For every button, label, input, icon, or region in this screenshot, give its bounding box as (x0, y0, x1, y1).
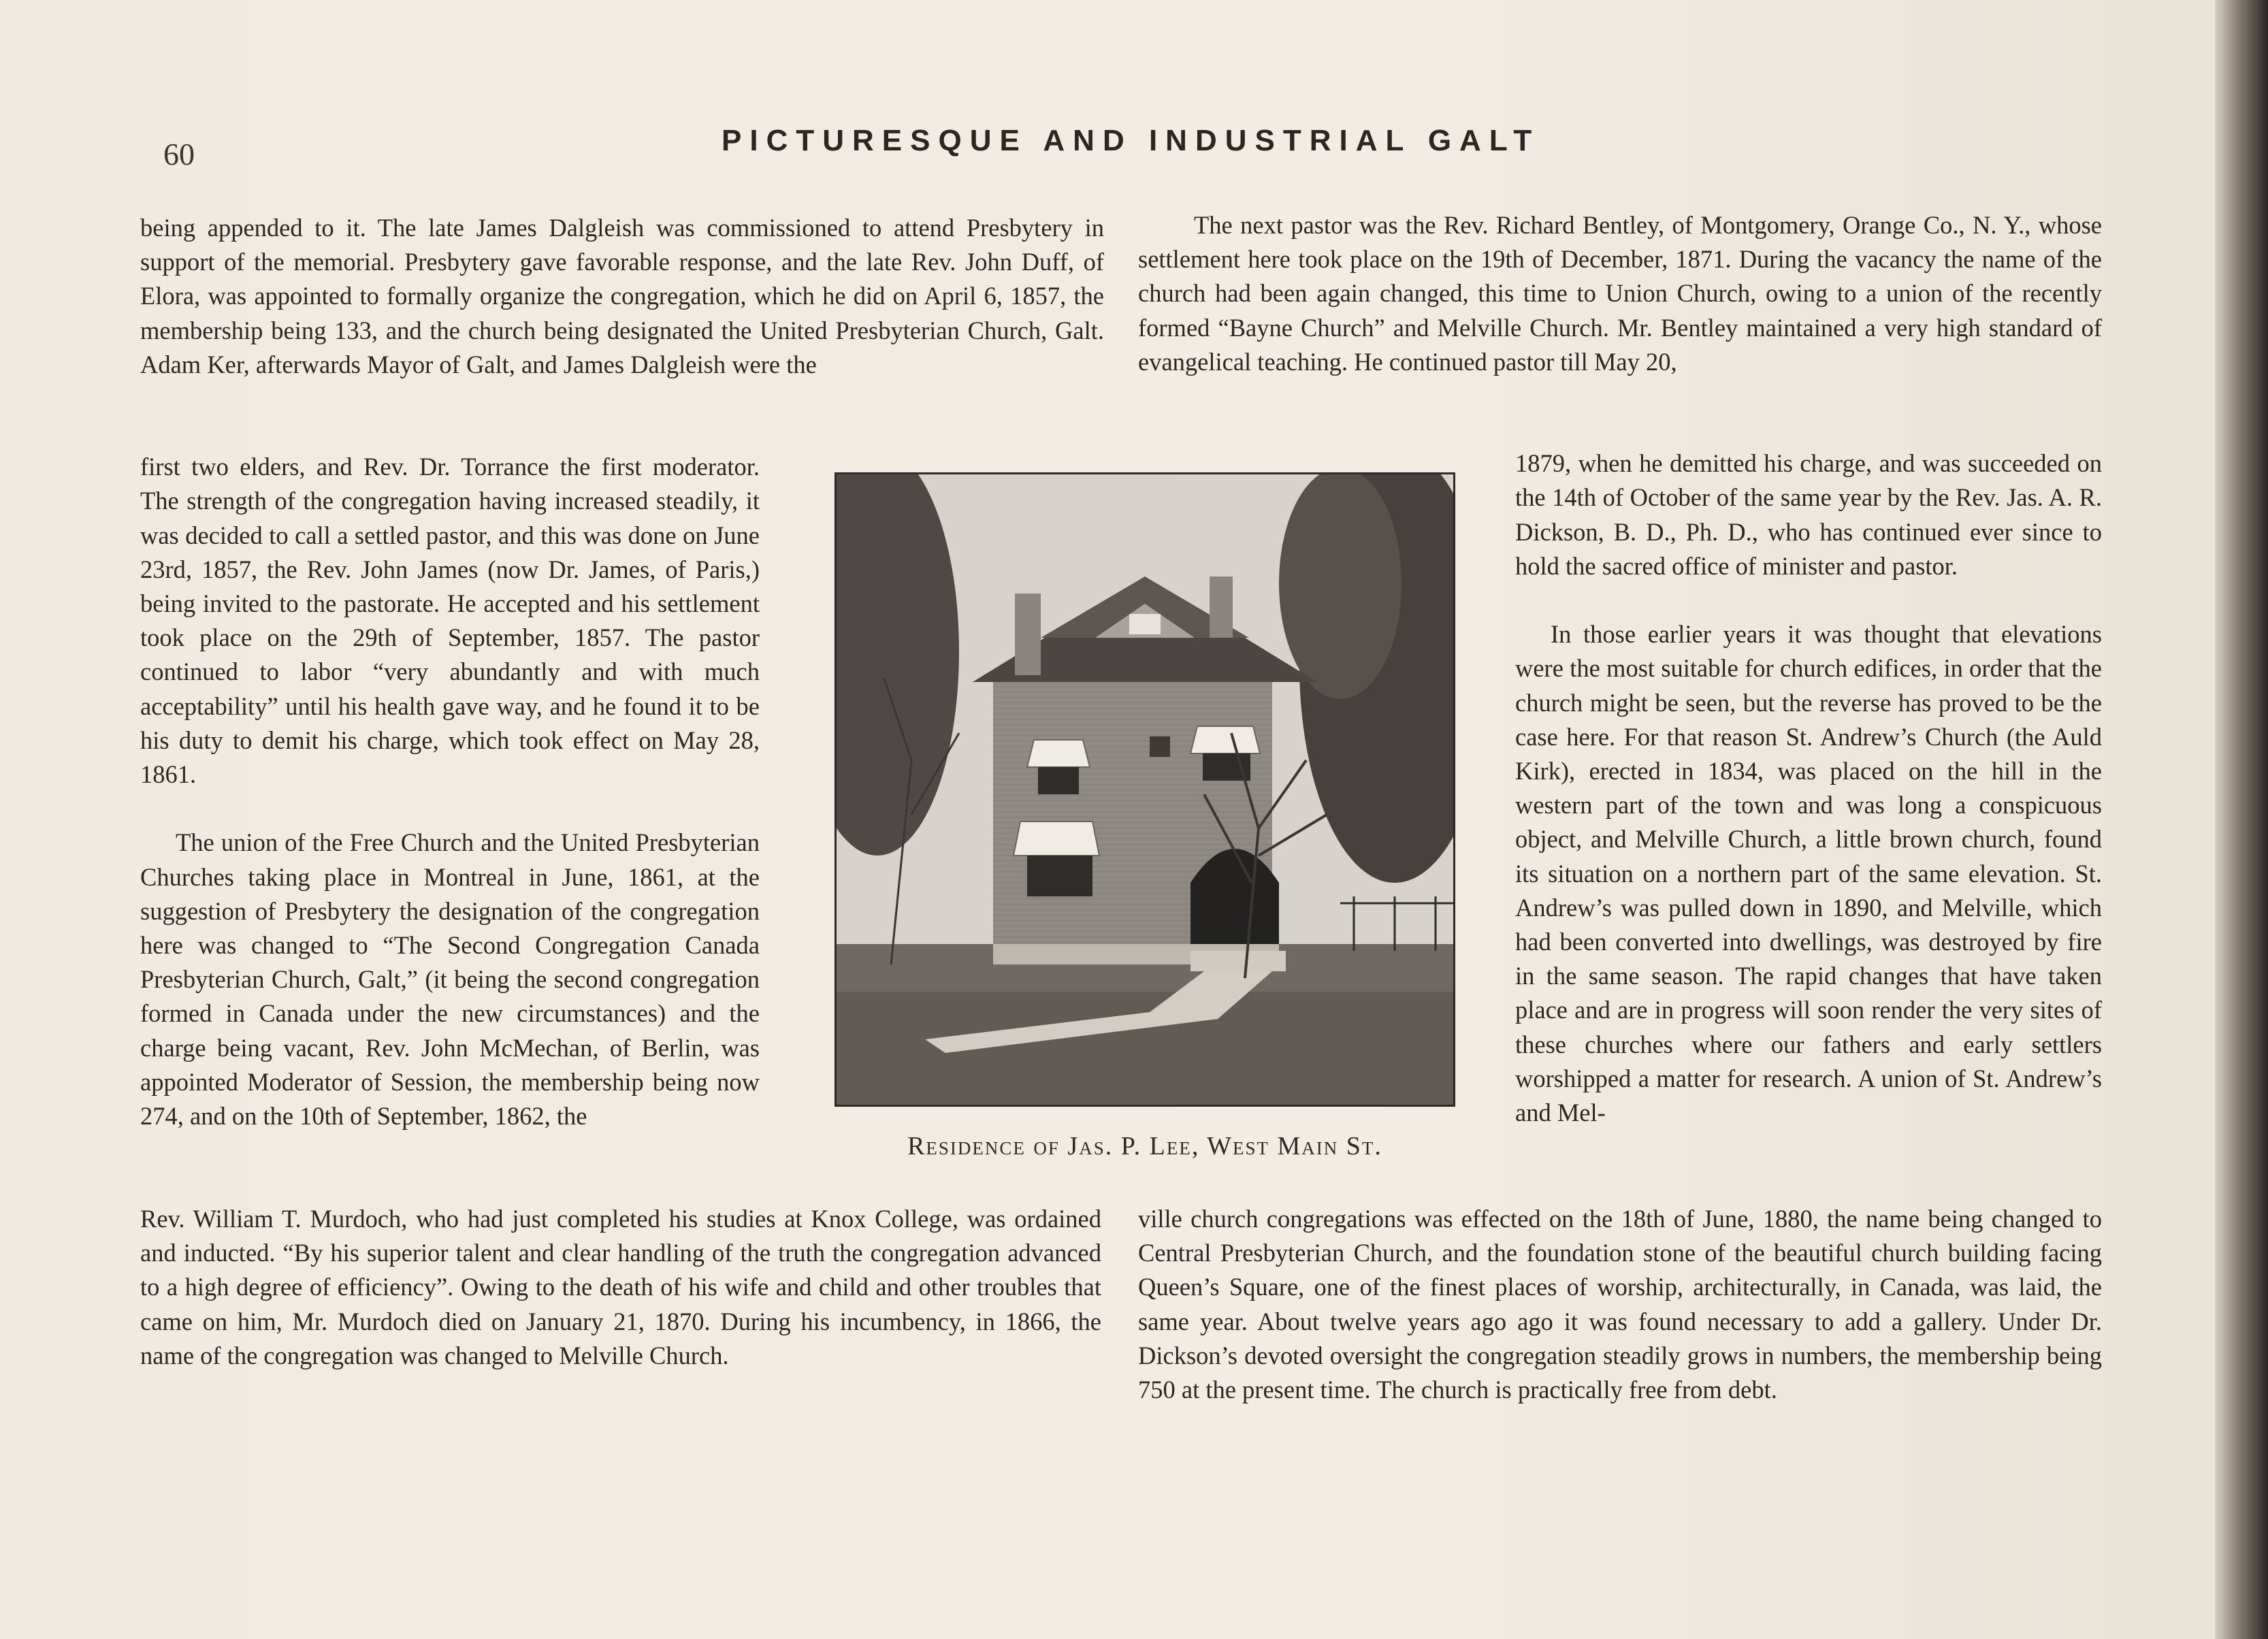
house-photograph (835, 472, 1455, 1107)
paragraph: 1879, when he demitted his charge, and was succeeded on the 14th of October of the same year by the Rev. Jas. A. R. Dickson, B. D., Ph. D., who has continued ever since to hold the sacred office of minister and pastor. (1515, 449, 2102, 580)
right-column-bottom-text: ville church congregations was effected on the 18th of June, 1880, the name being changed to Central Presbyterian Church, and the foundation stone of the beautiful church building facing Queen’s Square, one of the finest places of worship, architecturally, in Canada, was laid, the same year. About twelve years ago ago it was found necessary to add a gallery. Under Dr. Dickson’s devoted oversight the congregation steadily grows in numbers, the membership being 750 at the present time. The church is practically free from debt. (1138, 1205, 2102, 1404)
paragraph: The union of the Free Church and the United Presbyterian Churches taking place in Montreal in June, 1861, at the suggestion of Presbytery the designation of the congregation here was changed to “The Second Congregation Canada Presbyterian Church, Galt,” (it being the second congregation formed in Canada under the new circumstances) and the charge being vacant, Rev. John McMechan, of Berlin, was appointed Moderator of Session, the membership being now 274, and on the 10th of September, 1862, the (140, 828, 760, 1131)
left-column-bottom-text: Rev. William T. Murdoch, who had just completed his studies at Knox College, was ordained and inducted. “By his superior talent and clear handling of the truth the congregation advanced to a high degree of efficiency”. Owing to the death of his wife and child and other troubles that came on him, Mr. Murdoch died on January 21, 1870. During his incumbency, in 1866, the name of the congregation was changed to Melville Church. (140, 1205, 1101, 1369)
page-number: 60 (163, 137, 195, 172)
page-binding-edge (2215, 0, 2268, 1639)
paragraph: In those earlier years it was thought that elevations were the most suitable for church edifices, in order that the church might be seen, but the reverse has proved to be the case here. For that reason St. Andrew’s Church (the Auld Kirk), erected in 1834, was placed on the hill in the western part of the town and was long a conspicuous object, and Melville Church, a little brown church, found its situation on a northern part of the same elevation. St. Andrew’s was pulled down in 1890, and Melville, which had been converted into dwellings, was destroyed by fire in the same season. The rapid changes that have taken place and are in progress will soon render the very sites of these churches where our fathers and early settlers worshipped a matter for research. A union of St. Andrew’s and Mel- (1515, 620, 2102, 1127)
left-column-wrapped-text (140, 416, 760, 1167)
right-column-wrapped-text (1515, 412, 2102, 1164)
house-illustration (837, 474, 1453, 1105)
paragraph: first two elders, and Rev. Dr. Torrance the first moderator. The strength of the congregation having increased steadily, it was decided to call a settled pastor, and this was done on June 23rd, 1857, the Rev. John James (now Dr. James, of Paris,) being invited to the pastorate. He accepted and his settlement took place on the 29th of September, 1857. The pastor continued to labor “very abundantly and with much acceptability” until his health gave way, and he found it to be his duty to demit his charge, which took effect on May 28, 1861. (140, 453, 760, 789)
figure-caption: Residence of Jas. P. Lee, West Main St. (907, 1132, 1382, 1161)
right-column-top-text: The next pastor was the Rev. Richard Bentley, of Montgomery, Orange Co., N. Y., whose settlement here took place on the 19th of December, 1871. During the vacancy the name of the church had been again changed, this time to Union Church, owing to a union of the recently formed “Bayne Church” and Melville Church. Mr. Bentley maintained a very high standard of evangelical teaching. He continued pastor till May 20, (1138, 211, 2102, 376)
left-column-top-text: being appended to it. The late James Dalgleish was commissioned to attend Presbytery in support of the memorial. Presbytery gave favorable response, and the late Rev. John Duff, of Elora, was appointed to formally organize the congregation, which he did on April 6, 1857, the membership being 133, and the church being designated the United Presbyterian Church, Galt. Adam Ker, afterwards Mayor of Galt, and James Dalgleish were the (140, 214, 1104, 378)
running-title: PICTURESQUE AND INDUSTRIAL GALT (722, 124, 1540, 157)
